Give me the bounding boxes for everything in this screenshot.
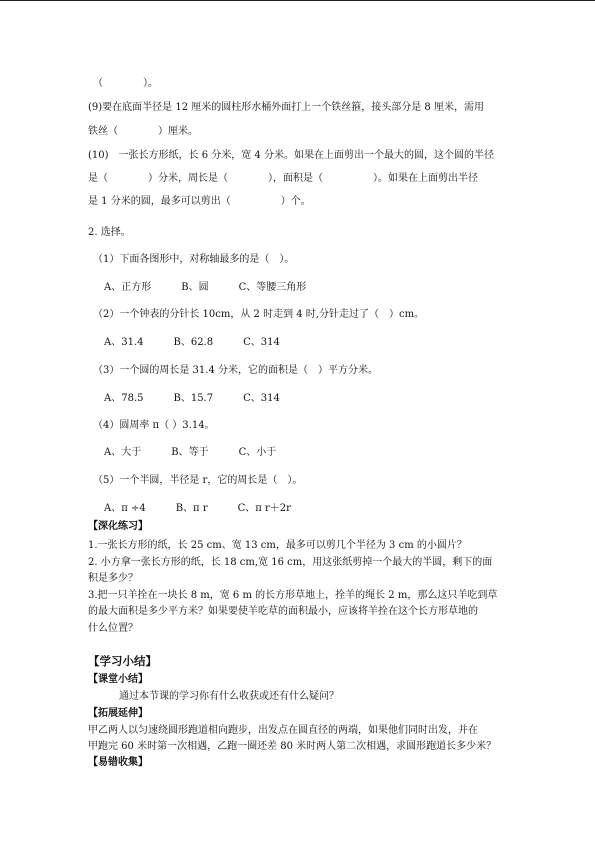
question-10-line-2: 是（ ）分米，周长是（ ），面积是（ ）。如果在上面剪出半径 [88, 173, 478, 184]
question-9-answer-line: 铁丝（ ）厘米。 [88, 126, 198, 137]
error-collection-heading: 【易错收集】 [88, 757, 148, 768]
practice-1: 1.一张长方形的纸，长 25 cm、宽 13 cm，最多可以剪几个半径为 3 cm 的小圆片？ [88, 540, 467, 551]
choice-5-question: （5）一个半圆，半径是 r，它的周长是（ ）。 [93, 475, 303, 486]
choice-1-options: A、正方形 B、圆 C、等腰三角形 [104, 282, 307, 293]
practice-2-line-2: 积是多少？ [88, 573, 138, 584]
choice-2-question: （2）一个钟表的分针长 10cm，从 2 时走到 4 时,分针走过了（ ）cm。 [93, 309, 425, 320]
choice-4-question: （4）圆周率 π（ ）3.14。 [93, 420, 215, 431]
study-summary-heading: 【学习小结】 [88, 654, 157, 668]
choice-5-options: A、π ÷4 B、π r C、π r＋2r [104, 503, 291, 514]
practice-3-line-2: 的最大面积是多少平方米？如果要使羊吃草的面积最小，应该将羊拴在这个长方形草地的 [88, 606, 478, 617]
question-9-text: (9)要在底面半径是 12 厘米的圆柱形水桶外面打上一个铁丝箍，接头部分是 8 厘米，需用 [88, 102, 484, 113]
section-choice-heading: 2. 选择。 [88, 227, 131, 238]
class-summary-heading: 【课堂小结】 [88, 674, 148, 685]
class-summary-prompt: 通过本节课的学习你有什么收获或还有什么疑问？ [119, 691, 339, 702]
page-top-rule [0, 0, 595, 1]
question-10-line-3: 是 1 分米的圆，最多可以剪出（ ）个。 [88, 196, 311, 207]
extension-problem-line-2: 甲跑完 60 米时第一次相遇，乙跑一圈还差 80 米时两人第二次相遇，求圆形跑道长多少米？ [88, 741, 497, 752]
extension-problem-line-1: 甲乙两人以匀速绕圆形跑道相向跑步，出发点在圆直径的两端，如果他们同时出发，并在 [88, 725, 478, 736]
choice-3-options: A、78.5 B、15.7 C、314 [104, 393, 280, 404]
practice-3-line-3: 什么位置？ [88, 623, 138, 634]
choice-3-question: （3）一个圆的周长是 31.4 分米，它的面积是（ ）平方分米。 [93, 365, 378, 376]
practice-2-line-1: 2. 小方拿一张长方形的纸，长 18 cm,宽 16 cm，用这张纸剪掉一个最大的半圆，剩下的面 [88, 557, 493, 568]
choice-2-options: A、31.4 B、62.8 C、314 [104, 337, 280, 348]
blank-line-continuation: （ ）。 [93, 78, 158, 89]
extension-heading: 【拓展延伸】 [88, 708, 148, 719]
practice-3-line-1: 3.把一只羊拴在一块长 8 m，宽 6 m 的长方形草地上，拴羊的绳长 2 m，那么这只羊吃到草 [88, 590, 498, 601]
deepen-practice-heading: 【深化练习】 [88, 521, 148, 532]
choice-1-question: （1）下面各图形中，对称轴最多的是（ ）。 [93, 254, 295, 265]
choice-4-options: A、大于 B、等于 C、小于 [104, 447, 277, 458]
question-10-text: (10) 一张长方形纸，长 6 分米，宽 4 分米。如果在上面剪出一个最大的圆，这个圆的半径 [88, 150, 494, 161]
